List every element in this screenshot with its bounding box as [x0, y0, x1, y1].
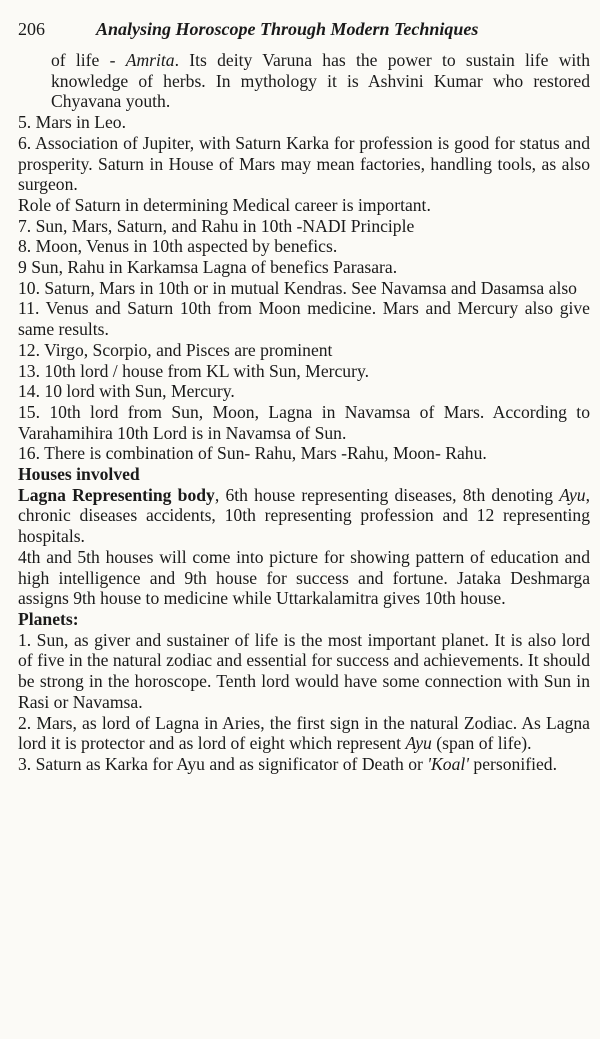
text-run: 3. Saturn as Karka for Ayu and as significator of Death or [18, 753, 428, 774]
text-run: , chronic diseases accidents, 10th representing profession and 12 representing hospitals. [18, 484, 590, 547]
italic-term: 'Koal' [427, 753, 470, 774]
list-item [18, 754, 590, 775]
running-title: Analysing Horoscope Through Modern Techniques [96, 19, 479, 39]
list-item: 16. There is combination of Sun- Rahu, Mars -Rahu, Moon- Rahu. [18, 443, 487, 464]
text-run: . Its deity Varuna has the power to sustain life with knowledge of herbs. In mythology it is Ashvini Kumar who restored Chyavana youth. [51, 50, 590, 112]
list-item: 14. 10 lord with Sun, Mercury. [18, 381, 235, 402]
list-item: 12. Virgo, Scorpio, and Pisces are prominent [18, 339, 333, 360]
italic-term: Ayu [405, 733, 432, 754]
paragraph [18, 50, 590, 112]
list-item: 10. Saturn, Mars in 10th or in mutual Kendras. See Navamsa and Dasamsa also [18, 277, 577, 298]
paragraph: Role of Saturn in determining Medical career is important. [18, 194, 431, 215]
list-item [18, 713, 590, 754]
text-run: , 6th house representing diseases, 8th denoting [214, 484, 560, 505]
paragraph [18, 485, 590, 547]
list-item: 6. Association of Jupiter, with Saturn Karka for profession is good for status and prosperity. Saturn in House of Mars may mean factories, handling tools, as also surgeon. [18, 132, 590, 195]
section-heading-houses: Houses involved [18, 464, 140, 485]
list-item: 7. Sun, Mars, Saturn, and Rahu in 10th -NADI Principle [18, 215, 415, 236]
page-number: 206 [18, 19, 45, 39]
italic-term: Amrita [125, 50, 175, 70]
body-text [18, 50, 590, 775]
list-item: 13. 10th lord / house from KL with Sun, Mercury. [18, 360, 370, 381]
list-item: 8. Moon, Venus in 10th aspected by benefics. [18, 236, 338, 257]
page-header [18, 14, 593, 44]
text-run: (span of life). [431, 733, 532, 754]
text-run: 2. Mars, as lord of Lagna in Aries, the first sign in the natural Zodiac. As Lagna lord it is protector and as lord of eight which represent [18, 712, 590, 754]
list-item: 9 Sun, Rahu in Karkamsa Lagna of benefics Parasara. [18, 257, 398, 278]
list-item: 1. Sun, as giver and sustainer of life is the most important planet. It is also lord of five in the natural zodiac and essential for success and achievements. It should be strong in the horoscope. Tenth lord would have some connection with Sun in Rasi or Navamsa. [18, 629, 590, 712]
list-item: 11. Venus and Saturn 10th from Moon medicine. Mars and Mercury also give same results. [18, 298, 590, 340]
section-heading-planets: Planets: [18, 608, 79, 629]
paragraph: 4th and 5th houses will come into picture for showing pattern of education and high intelligence and 9th house for success and fortune. Jataka Deshmarga assigns 9th house to medicine while Uttarkalamitra gives 10th house. [18, 546, 590, 609]
list-item: 15. 10th lord from Sun, Moon, Lagna in Navamsa of Mars. According to Varahamihira 10th Lord is in Navamsa of Sun. [18, 401, 590, 443]
bold-lead: Lagna Representing body [18, 484, 215, 505]
text-run: personified. [469, 753, 557, 774]
list-item: 5. Mars in Leo. [18, 112, 126, 133]
text-run: of life - [51, 50, 126, 70]
italic-term: Ayu [559, 484, 586, 505]
